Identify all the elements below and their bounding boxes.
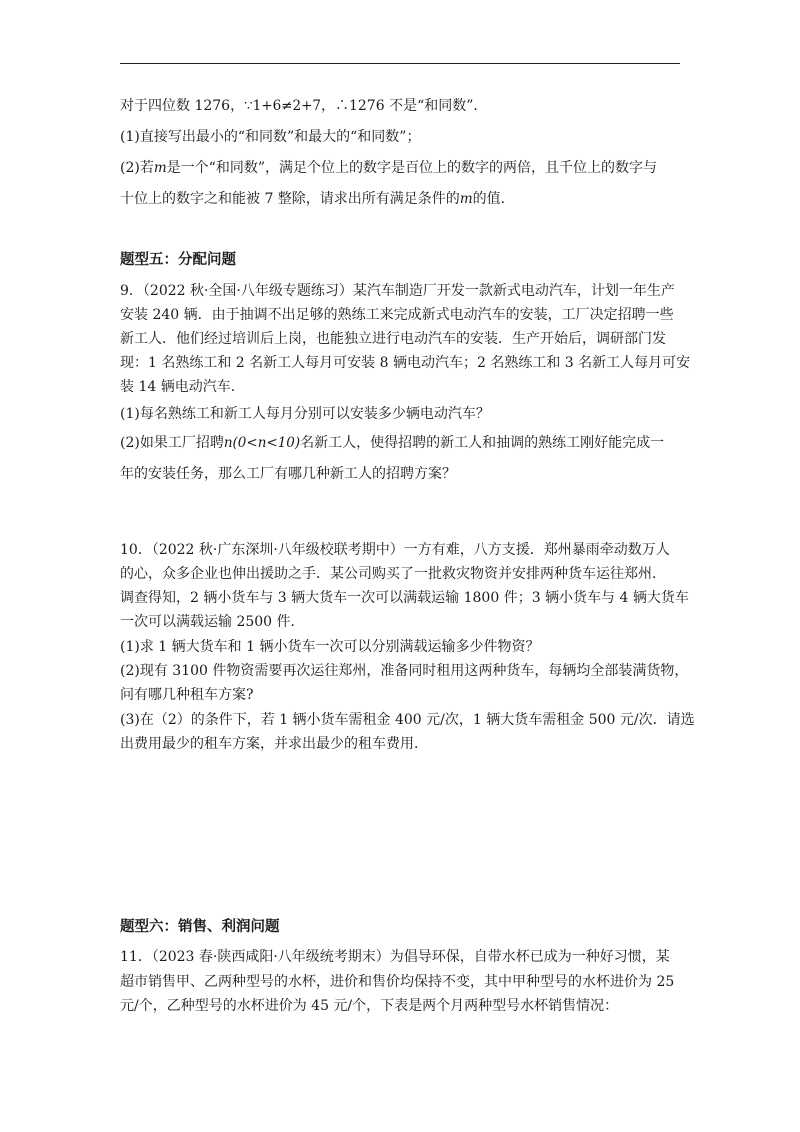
problem-10-question-1: (1)求 1 辆大货车和 1 辆小货车一次可以分别满载运输多少件物资？: [120, 639, 540, 655]
intro-line-1-math: ∵1+6≠2+7: [244, 98, 321, 114]
intro-q2l2-text-b: 的值．: [472, 191, 515, 207]
problem-11-line: 元/个，乙种型号的水杯进价为 45 元/个，下表是两个月两种型号水杯销售情况：: [120, 998, 619, 1014]
intro-line-1: [120, 96, 487, 116]
intro-q2-var-m: m: [153, 160, 167, 176]
problem-10-line: 的心，众多企业也伸出援助之手．某公司购买了一批救灾物资并安排两种货车运往郑州．: [120, 566, 666, 582]
problem-9-question-2-line-1: [120, 433, 664, 453]
problem-10-line: 10．（2022 秋·广东深圳·八年级校联考期中）一方有难，八方支援．郑州暴雨牵动数万人: [120, 542, 670, 558]
intro-q2l2-var-m: m: [459, 191, 473, 207]
problem-11-line: 11．（2023 春·陕西咸阳·八年级统考期末）为倡导环保，自带水杯已成为一种好习惯，某: [120, 949, 670, 965]
problem-9-question-2-line-2: 年的安装任务，那么工厂有哪几种新工人的招聘方案？: [120, 466, 456, 482]
intro-line-1-text-b: ，∴1276 不是“和同数”．: [320, 98, 488, 114]
problem-9-question-1: (1)每名熟练工和新工人每月分别可以安装多少辆电动汽车？: [120, 406, 490, 422]
section-5-heading: 题型五：分配问题: [120, 252, 236, 268]
problem-10-question-2-cont: 问有哪几种租车方案?: [120, 687, 254, 703]
problem-10-question-2: (2)现有 3100 件物资需要再次运往郑州，准备同时租用这两种货车，每辆均全部装满货物，: [120, 663, 689, 679]
intro-line-1-text-a: 对于四位数 1276，: [120, 98, 245, 114]
problem-10-question-3: (3)在（2）的条件下，若 1 辆小货车需租金 400 元/次，1 辆大货车需租金 500 元/次．请选: [120, 712, 695, 728]
problem-10-line: 调查得知，2 辆小货车与 3 辆大货车一次可以满载运输 1800 件；3 辆小货车与 4 辆大货车: [120, 590, 689, 606]
intro-q2l2-text-a: 十位上的数字之和能被 7 整除，请求出所有满足条件的: [120, 191, 460, 207]
problem-9-line: 安装 240 辆．由于抽调不出足够的熟练工来完成新式电动汽车的安装，工厂决定招聘一些: [120, 307, 674, 323]
intro-q2-text-a: (2)若: [120, 160, 154, 176]
problem-9-line: 装 14 辆电动汽车．: [120, 379, 245, 395]
problem-11-line: 超市销售甲、乙两种型号的水杯，进价和售价均保持不变，其中甲种型号的水杯进价为 25: [120, 974, 675, 990]
problem-9-line: 9．（2022 秋·全国·八年级专题练习）某汽车制造厂开发一款新式电动汽车，计划一年生产: [120, 283, 675, 299]
problem-9-q2-text-a: (2)如果工厂招聘: [120, 435, 224, 451]
intro-question-1: (1)直接写出最小的“和同数”和最大的“和同数”；: [120, 129, 421, 145]
problem-10-question-3-cont: 出费用最少的租车方案，并求出最少的租车费用．: [120, 736, 428, 752]
problem-10-line: 一次可以满载运输 2500 件．: [120, 614, 305, 630]
problem-9-line: 新工人．他们经过培训后上岗，也能独立进行电动汽车的安装．生产开始后，调研部门发: [120, 331, 666, 347]
intro-question-2-line-1: [120, 158, 657, 178]
problem-9-q2-text-b: 名新工人，使得招聘的新工人和抽调的熟练工刚好能完成一: [300, 435, 665, 451]
header-rule: [120, 63, 680, 64]
problem-9-line: 现：1 名熟练工和 2 名新工人每月可安装 8 辆电动汽车；2 名熟练工和 3 名新工人每月可安: [120, 355, 691, 371]
problem-9-q2-inequality: n(0<n<10): [223, 435, 301, 451]
intro-question-2-line-2: [120, 189, 515, 209]
intro-q2-text-b: 是一个“和同数”，满足个位上的数字是百位上的数字的两倍，且千位上的数字与: [166, 160, 657, 176]
section-6-heading: 题型六：销售、利润问题: [120, 919, 280, 935]
